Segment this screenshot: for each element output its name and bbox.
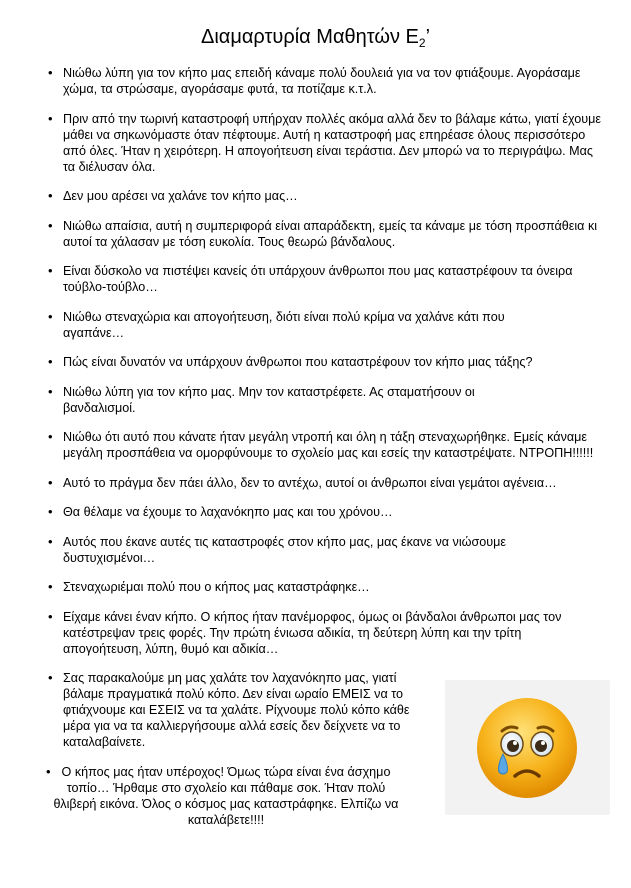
list-item: • Πώς είναι δυνατόν να υπάρχουν άνθρωποι που καταστρέφουν τον κήπο μιας τάξης? [46, 354, 602, 370]
title-suffix: ’ [425, 26, 431, 48]
list-item: • Νιώθω λύπη για τον κήπο μας. Μην τον καταστρέφετε. Ας σταματήσουν οι βανδαλισμοί. [46, 384, 533, 416]
list-item: • Θα θέλαμε να έχουμε το λαχανόκηπο μας και του χρόνου… [46, 504, 602, 520]
list-item: • Νιώθω στεναχώρια και απογοήτευση, διότι είναι πολύ κρίμα να χαλάνε κάτι που αγαπάνε… [46, 309, 533, 341]
list-item: • Αυτός που έκανε αυτές τις καταστροφές στον κήπο μας, μας έκανε να νιώσουμε δυστυχισμένοι… [46, 534, 583, 566]
list-item: • Δεν μου αρέσει να χαλάνε τον κήπο μας… [46, 188, 602, 204]
list-item: • Σας παρακαλούμε μη μας χαλάτε τον λαχανόκηπο μας, γιατί βάλαμε πραγματικά πολύ κόπο. Δεν είναι ωραίο ΕΜΕΙΣ να το φτιάχνουμε και ΕΣΕΙΣ να τα χαλάτε. Ρίχνουμε πολύ κόπο κάθε μέρα για να τα καλλιεργήσουμε αλλά εσείς δεν δείχνετε να το καταλαβαίνετε. [46, 670, 433, 750]
title-subscript: 2 [418, 36, 426, 50]
list-item: • Νιώθω ότι αυτό που κάνατε ήταν μεγάλη ντροπή και όλη η τάξη στεναχωρήθηκε. Εμείς κάναμε μεγάλη προσπάθεια να ομορφύνουμε το σχολείο μας και εσείς την καταστρέψατε. ΝΤΡΟΠΗ!!!!!! [46, 429, 602, 461]
list-item: • Αυτό το πράγμα δεν πάει άλλο, δεν το αντέχω, αυτοί οι άνθρωποι είναι γεμάτοι αγένεια… [46, 475, 563, 491]
list-item: • Νιώθω απαίσια, αυτή η συμπεριφορά είναι απαράδεκτη, εμείς τα κάναμε με τόση προσπάθεια κι αυτοί τα χάλασαν με τόση ευκολία. Τους θεωρώ βάνδαλους. [46, 218, 602, 250]
list-item: • Νιώθω λύπη για τον κήπο μας επειδή κάναμε πολύ δουλειά για να τον φτιάξουμε. Αγοράσαμε χώμα, τα στρώσαμε, αγοράσαμε φυτά, τα ποτίζαμε κ.τ.λ. [46, 65, 602, 97]
list-item: • Ο κήπος μας ήταν υπέροχος! Όμως τώρα είναι ένα άσχημο τοπίο… Ήρθαμε στο σχολείο και πάθαμε σοκ. Ήταν πολύ θλιβερή εικόνα. Όλος ο κόσμος μας καταστράφηκε. Ελπίζω να καταλάβετε!!!! [46, 764, 406, 828]
title-main: Διαμαρτυρία Μαθητών Ε [200, 26, 419, 48]
list-item: • Στεναχωριέμαι πολύ που ο κήπος μας καταστράφηκε… [46, 579, 602, 595]
page-title [0, 24, 631, 56]
crying-face-icon [445, 680, 610, 815]
list-item: • Είχαμε κάνει έναν κήπο. Ο κήπος ήταν πανέμορφος, όμως οι βάνδαλοι άνθρωποι μας τον κατέστρεψαν τρεις φορές. Την πρώτη ένιωσα αδικία, τη δεύτερη λύπη και την τρίτη απογοήτευση, λύπη, θυμό και αδικία… [46, 609, 602, 657]
list-item: • Είναι δύσκολο να πιστέψει κανείς ότι υπάρχουν άνθρωποι που μας καταστρέφουν τα όνειρα τούβλο-τούβλο… [46, 263, 602, 295]
list-item: • Πριν από την τωρινή καταστροφή υπήρχαν πολλές ακόμα αλλά δεν το βάλαμε κάτω, γιατί έχουμε μάθει να σηκωνόμαστε όταν πέφτουμε. Αυτή η καταστροφή μας επηρέασε όλους περισσότερο από όλες. Ήταν η χειρότερη. Η απογοήτευση είναι τεράστια. Δεν μπορώ να το περιγράψω. Μας τα διέλυσαν όλα. [46, 111, 602, 175]
emoji-image [445, 680, 610, 815]
